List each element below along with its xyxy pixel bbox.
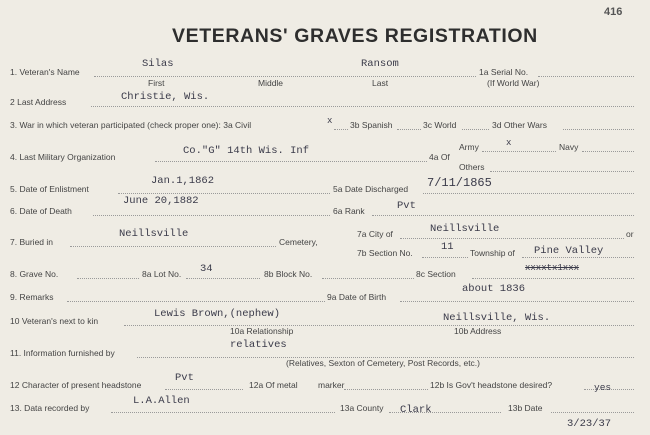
value-last-name: Ransom (361, 58, 399, 70)
value-city-of: Neillsville (430, 223, 500, 235)
value-rank: Pvt (397, 200, 416, 212)
grave-no-line (77, 278, 139, 279)
label-first: First (148, 78, 165, 88)
value-govt-headstone: yes (594, 382, 612, 393)
serial-no-line (538, 76, 634, 77)
label-date-discharged: 5a Date Discharged (333, 184, 409, 194)
label-other-wars: 3d Other Wars (492, 120, 547, 130)
label-section-no: 7b Section No. (357, 248, 413, 258)
value-army-check: x (506, 138, 512, 148)
section-no-line (422, 257, 468, 258)
value-headstone-character: Pvt (175, 372, 194, 384)
label-address-10b: 10b Address (454, 326, 502, 336)
next-of-kin-line (124, 325, 634, 326)
label-information-sub: (Relatives, Sexton of Cemetery, Post Records, etc.) (286, 358, 480, 368)
label-date-13b: 13b Date (508, 403, 543, 413)
veteran-name-line (94, 76, 476, 77)
value-lot-no: 34 (200, 263, 213, 275)
label-serial-no: 1a Serial No. (479, 67, 529, 77)
label-world: 3c World (423, 120, 457, 130)
death-line (93, 215, 330, 216)
label-buried-in: 7. Buried in (10, 237, 53, 247)
civil-line (334, 129, 348, 130)
value-recorded-by: L.A.Allen (133, 395, 190, 407)
value-last-address: Christie, Wis. (121, 91, 210, 103)
enlistment-line (118, 193, 330, 194)
label-grave-no: 8. Grave No. (10, 269, 59, 279)
label-information-furnished: 11. Information furnished by (10, 348, 115, 358)
label-of-metal: 12a Of metal (249, 380, 298, 390)
last-address-line (91, 106, 634, 107)
value-buried-in: Neillsville (119, 228, 189, 240)
page-number: 416 (604, 6, 623, 18)
label-marker: marker (318, 380, 345, 390)
navy-line (582, 151, 634, 152)
value-date-of-birth: about 1836 (462, 283, 526, 295)
headstone-line (165, 389, 243, 390)
label-govt-headstone: 12b Is Gov't headstone desired? (430, 380, 553, 390)
label-headstone-character: 12 Character of present headstone (10, 380, 142, 390)
rank-line (372, 215, 634, 216)
label-recorded-by: 13. Data recorded by (10, 403, 90, 413)
value-section-8c: xxxxtx1xxx (525, 263, 580, 273)
other-wars-line (563, 129, 634, 130)
value-information-furnished: relatives (230, 339, 287, 351)
label-date-of-death: 6. Date of Death (10, 206, 72, 216)
label-block-no: 8b Block No. (264, 269, 313, 279)
buried-in-line (70, 246, 276, 247)
value-township-of: Pine Valley (534, 245, 604, 257)
city-of-line (400, 238, 624, 239)
value-section-no: 11 (441, 241, 454, 253)
spanish-line (397, 129, 421, 130)
value-date-enlistment: Jan.1,1862 (151, 175, 215, 187)
value-date-of-death: June 20,1882 (123, 195, 199, 207)
value-date-discharged: 7/11/1865 (427, 176, 492, 190)
value-first-name: Silas (142, 58, 174, 70)
label-or: or (626, 229, 634, 239)
world-line (462, 129, 489, 130)
army-line (482, 151, 556, 152)
label-relationship: 10a Relationship (230, 326, 294, 336)
label-spanish: 3b Spanish (350, 120, 393, 130)
others-line (490, 171, 634, 172)
label-if-world-war: (If World War) (487, 78, 540, 88)
label-city-of: 7a City of (357, 229, 393, 239)
label-date-of-birth: 9a Date of Birth (327, 292, 387, 302)
form-title: VETERANS' GRAVES REGISTRATION (172, 25, 538, 47)
label-veteran-name: 1. Veteran's Name (10, 67, 80, 77)
value-civil-check: x (327, 116, 333, 126)
label-county: 13a County (340, 403, 384, 413)
label-middle: Middle (258, 78, 284, 88)
value-date-recorded: 3/23/37 (567, 418, 612, 430)
value-next-of-kin: Lewis Brown,(nephew) (154, 308, 281, 320)
label-township-of: Township of (470, 248, 515, 258)
label-date-enlistment: 5. Date of Enlistment (10, 184, 89, 194)
label-war: 3. War in which veteran participated (check proper one): 3a Civil (10, 120, 252, 130)
value-next-of-kin-address: Neillsville, Wis. (443, 312, 551, 324)
label-lot-no: 8a Lot No. (142, 269, 182, 279)
label-last-address: 2 Last Address (10, 97, 67, 107)
recorded-by-line (111, 412, 335, 413)
label-others: Others (459, 162, 485, 172)
label-section-8c: 8c Section (416, 269, 456, 279)
label-last: Last (372, 78, 389, 88)
block-no-line (322, 278, 414, 279)
township-line (522, 257, 634, 258)
label-navy: Navy (559, 142, 579, 152)
label-next-of-kin: 10 Veteran's next to kin (10, 316, 99, 326)
date-13b-line (551, 412, 634, 413)
remarks-line (67, 301, 325, 302)
value-county: Clark (400, 404, 432, 416)
label-army: Army (459, 142, 479, 152)
discharged-line (423, 193, 634, 194)
label-last-military-org: 4. Last Military Organization (10, 152, 116, 162)
label-of: 4a Of (429, 152, 450, 162)
label-cemetery: Cemetery, (279, 237, 318, 247)
value-last-military-org: Co."G" 14th Wis. Inf (183, 145, 310, 157)
metal-marker-line (344, 389, 428, 390)
label-remarks: 9. Remarks (10, 292, 54, 302)
section-8c-line (472, 278, 634, 279)
military-org-line (155, 161, 427, 162)
date-of-birth-line (400, 301, 634, 302)
lot-no-line (186, 278, 260, 279)
label-rank: 6a Rank (333, 206, 365, 216)
